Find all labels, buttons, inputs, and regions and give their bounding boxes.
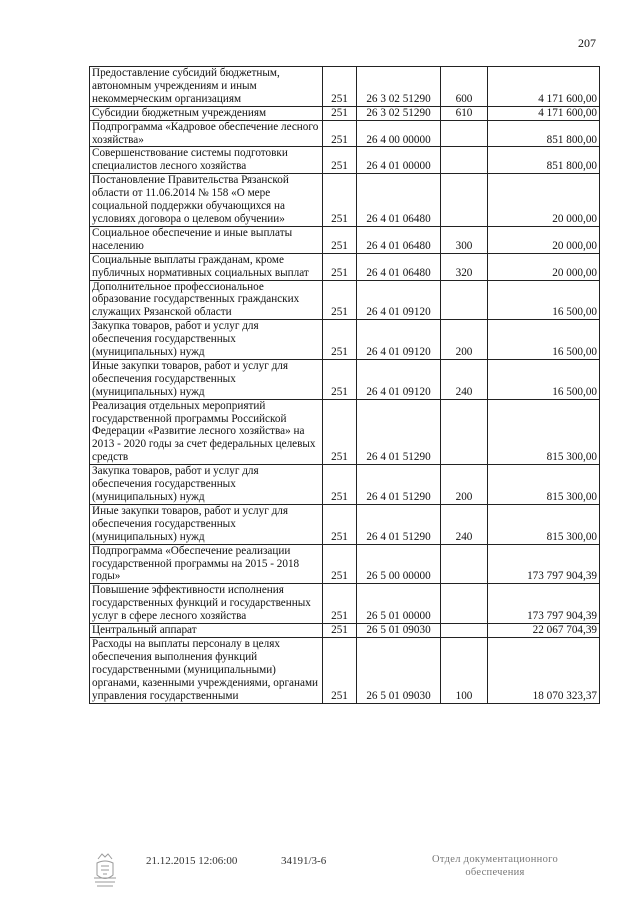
table-row	[90, 584, 600, 624]
table-row	[90, 67, 600, 107]
row-target-article: 26 3 02 51290	[357, 106, 441, 120]
row-amount: 4 171 600,00	[488, 106, 600, 120]
table-row	[90, 147, 600, 174]
table-row	[90, 465, 600, 505]
row-name: Иные закупки товаров, работ и услуг для обеспечения государственных (муниципальных) нужд	[90, 504, 323, 544]
row-amount: 16 500,00	[488, 320, 600, 360]
row-admin-code: 251	[323, 253, 357, 280]
row-admin-code: 251	[323, 226, 357, 253]
row-target-article: 26 4 01 51290	[357, 465, 441, 505]
row-target-article: 26 3 02 51290	[357, 67, 441, 107]
table-row	[90, 226, 600, 253]
row-target-article: 26 4 01 09120	[357, 359, 441, 399]
table-row	[90, 504, 600, 544]
row-amount: 173 797 904,39	[488, 544, 600, 584]
row-name: Центральный аппарат	[90, 624, 323, 638]
table-row	[90, 253, 600, 280]
row-expense-type: 240	[441, 504, 488, 544]
row-admin-code: 251	[323, 320, 357, 360]
row-target-article: 26 4 01 00000	[357, 147, 441, 174]
stamp-line-2: обеспечения	[465, 867, 525, 878]
row-target-article: 26 4 01 51290	[357, 399, 441, 465]
table-row	[90, 174, 600, 227]
row-admin-code: 251	[323, 120, 357, 147]
table-row	[90, 120, 600, 147]
table-row	[90, 399, 600, 465]
row-name: Предоставление субсидий бюджетным, автономным учреждениям и иным некоммерческим организациям	[90, 67, 323, 107]
row-expense-type	[441, 624, 488, 638]
row-admin-code: 251	[323, 106, 357, 120]
row-amount: 22 067 704,39	[488, 624, 600, 638]
row-expense-type: 100	[441, 637, 488, 703]
row-amount: 815 300,00	[488, 399, 600, 465]
row-admin-code: 251	[323, 67, 357, 107]
row-admin-code: 251	[323, 544, 357, 584]
row-amount: 4 171 600,00	[488, 67, 600, 107]
row-name: Дополнительное профессиональное образование государственных гражданских служащих Рязанской области	[90, 280, 323, 320]
row-expense-type	[441, 280, 488, 320]
row-amount: 173 797 904,39	[488, 584, 600, 624]
row-target-article: 26 4 01 09120	[357, 280, 441, 320]
footer-doc-number: 34191/3-6	[281, 855, 327, 867]
row-amount: 815 300,00	[488, 465, 600, 505]
row-expense-type	[441, 147, 488, 174]
table-row	[90, 624, 600, 638]
row-admin-code: 251	[323, 504, 357, 544]
row-name: Социальные выплаты гражданам, кроме публичных нормативных социальных выплат	[90, 253, 323, 280]
table-row	[90, 637, 600, 703]
row-expense-type: 600	[441, 67, 488, 107]
row-admin-code: 251	[323, 359, 357, 399]
row-target-article: 26 5 01 09030	[357, 637, 441, 703]
row-admin-code: 251	[323, 147, 357, 174]
row-name: Расходы на выплаты персоналу в целях обеспечения выполнения функций государственными (муниципальными) органами, казенными учреждениями, органами управления государственными	[90, 637, 323, 703]
row-amount: 18 070 323,37	[488, 637, 600, 703]
row-admin-code: 251	[323, 280, 357, 320]
page-number: 207	[578, 36, 596, 50]
row-admin-code: 251	[323, 399, 357, 465]
row-target-article: 26 4 01 06480	[357, 174, 441, 227]
row-expense-type	[441, 174, 488, 227]
row-target-article: 26 4 01 09120	[357, 320, 441, 360]
row-amount: 20 000,00	[488, 174, 600, 227]
row-name: Реализация отдельных мероприятий государственной программы Российской Федерации «Развитие лесного хозяйства» на 2013 - 2020 годы за счет федеральных целевых средств	[90, 399, 323, 465]
row-name: Закупка товаров, работ и услуг для обеспечения государственных (муниципальных) нужд	[90, 465, 323, 505]
row-name: Субсидии бюджетным учреждениям	[90, 106, 323, 120]
row-target-article: 26 5 00 00000	[357, 544, 441, 584]
row-expense-type: 320	[441, 253, 488, 280]
row-admin-code: 251	[323, 174, 357, 227]
stamp-line-1: Отдел документационного	[431, 854, 559, 865]
row-name: Социальное обеспечение и иные выплаты населению	[90, 226, 323, 253]
row-expense-type	[441, 584, 488, 624]
row-target-article: 26 4 01 06480	[357, 253, 441, 280]
row-name: Иные закупки товаров, работ и услуг для обеспечения государственных (муниципальных) нужд	[90, 359, 323, 399]
row-amount: 16 500,00	[488, 359, 600, 399]
table-row	[90, 359, 600, 399]
row-expense-type: 610	[441, 106, 488, 120]
row-expense-type: 200	[441, 465, 488, 505]
row-expense-type	[441, 544, 488, 584]
row-target-article: 26 4 00 00000	[357, 120, 441, 147]
table-row	[90, 106, 600, 120]
row-name: Подпрограмма «Обеспечение реализации государственной программы на 2015 - 2018 годы»	[90, 544, 323, 584]
row-expense-type: 240	[441, 359, 488, 399]
row-amount: 851 800,00	[488, 147, 600, 174]
footer-datetime: 21.12.2015 12:06:00	[146, 855, 238, 867]
row-amount: 851 800,00	[488, 120, 600, 147]
row-expense-type: 300	[441, 226, 488, 253]
row-name: Закупка товаров, работ и услуг для обеспечения государственных (муниципальных) нужд	[90, 320, 323, 360]
row-name: Подпрограмма «Кадровое обеспечение лесного хозяйства»	[90, 120, 323, 147]
row-admin-code: 251	[323, 624, 357, 638]
budget-table	[89, 66, 600, 704]
row-name: Совершенствование системы подготовки специалистов лесного хозяйства	[90, 147, 323, 174]
row-amount: 815 300,00	[488, 504, 600, 544]
coat-of-arms-icon	[92, 851, 118, 889]
row-amount: 20 000,00	[488, 253, 600, 280]
row-expense-type: 200	[441, 320, 488, 360]
row-amount: 16 500,00	[488, 280, 600, 320]
row-target-article: 26 5 01 00000	[357, 584, 441, 624]
table-row	[90, 320, 600, 360]
row-target-article: 26 4 01 51290	[357, 504, 441, 544]
row-expense-type	[441, 399, 488, 465]
department-stamp	[400, 853, 590, 879]
row-admin-code: 251	[323, 584, 357, 624]
table-row	[90, 544, 600, 584]
row-amount: 20 000,00	[488, 226, 600, 253]
row-admin-code: 251	[323, 637, 357, 703]
table-row	[90, 280, 600, 320]
row-expense-type	[441, 120, 488, 147]
row-name: Постановление Правительства Рязанской области от 11.06.2014 № 158 «О мере социальной поддержки обучающихся на условиях договора о целевом обучении»	[90, 174, 323, 227]
row-admin-code: 251	[323, 465, 357, 505]
row-target-article: 26 5 01 09030	[357, 624, 441, 638]
row-name: Повышение эффективности исполнения государственных функций и государственных услуг в сфере лесного хозяйства	[90, 584, 323, 624]
row-target-article: 26 4 01 06480	[357, 226, 441, 253]
